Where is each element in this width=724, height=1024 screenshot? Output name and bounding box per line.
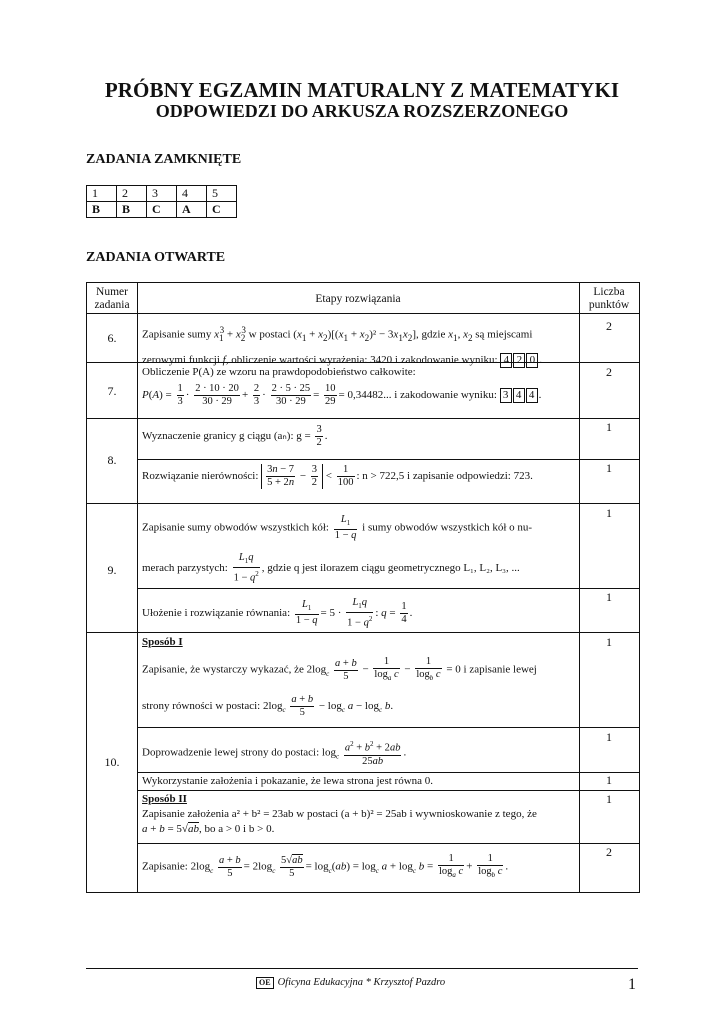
col-points-l1: Liczba [593,286,625,298]
closed-number: 3 [147,186,177,202]
task-points: 1 [606,773,612,787]
task-points: 2 [606,365,612,379]
task-points: 2 [606,319,612,333]
closed-answer: B [117,202,147,218]
task8-row2: Rozwiązanie nierówności: $\frac{3n - 7}{5 + 2n}$ − $\frac{3}{2}$ < $\frac{1}{100}$ : n > 722,5 i zapisanie odpowiedzi: 723. [142,464,533,488]
footer-divider [86,968,638,969]
task10-method2: Sposób II Zapisanie założenia a² + b² = 23ab w postaci (a + b)² = 25ab i wywnioskowanie z tego, że a + b = 5√ab, bo a > 0 i b > 0. [142,793,537,835]
task10-method1: Sposób I Zapisanie, że wystarczy wykazać, że $2\log_c$ $\frac{a + b}{5}$ − $\frac{1}{\log_a c}$ − $\frac{1}{\log_b c}$ = 0 i zapisanie lewej strony równości w postaci: $2\log_c$ $\frac{a + b}{5}$ − $\log_c a - \log_c b$. [142,636,537,719]
col-steps: Etapy rozwiązania [315,293,401,305]
task-points: 1 [606,506,612,520]
closed-answer: C [147,202,177,218]
task10-row5: Zapisanie: $2\log_c$ $\frac{a + b}{5}$ = $2\log_c$ $\frac{5√ab}{5}$ = $\log_c(ab) = \log_c a + \log_c b$ = $\frac{1}{\log_a c}$ + $\frac{1}{\log_b c}$ . [142,853,509,880]
task-number: 10. [104,755,120,769]
col-number-l1: Numer [96,286,128,298]
task9-row1: Zapisanie sumy obwodów wszystkich kół: $\frac{L_1}{1 - q}$ i sumy obwodów wszystkich kół o nu- merach parzystych: $\frac{L_1q}{1 - q^2}$ , gdzie q jest ilorazem ciągu geometrycznego L₁, L₂, L₃, ... [142,514,533,584]
task-number: 8. [107,453,117,467]
task8-row1: Wyznaczenie granicy g ciągu (aₙ): g = $\frac{3}{2}$ . [142,424,328,448]
task-points: 1 [606,730,612,744]
task7-text: Obliczenie P(A) ze wzoru na prawdopodobieństwo całkowite: P(A) = $\frac{1}{3}$ · $\frac{2 \cdot 10 \cdot 20}{30 \cdot 29}$ + $\frac{2}{3}$ · $\frac{2 \cdot 5 \cdot 25}{30 \cdot 29}$ = $\frac{10}{29}$ = 0,34482... i zakodowanie wyniku: 3 4 4 . [142,366,542,407]
page-number: 1 [628,976,636,993]
task10-row2: Doprowadzenie lewej strony do postaci: $\log_c$ $\frac{a^2 + b^2 + 2ab}{25ab}$ . [142,740,407,767]
task9-row2: Ułożenie i rozwiązanie równania: $\frac{L_1}{1 - q}$ = 5 · $\frac{L_1q}{1 - q^2}$ : q = $\frac{1}{4}$ . [142,597,413,629]
task-points: 1 [606,635,612,649]
task-points: 1 [606,792,612,806]
task-points: 1 [606,420,612,434]
task-points: 2 [606,845,612,859]
col-number-l2: zadania [94,299,130,311]
open-tasks-heading: ZADANIA OTWARTE [86,250,226,265]
task-number: 7. [107,384,117,398]
closed-number: 2 [117,186,147,202]
closed-number: 5 [207,186,237,202]
task10-row3: Wykorzystanie założenia i pokazanie, że lewa strona jest równa 0. [142,775,434,787]
closed-answer: B [87,202,117,218]
page-subtitle: ODPOWIEDZI DO ARKUSZA ROZSZERZONEGO [155,101,569,121]
footer-publisher: OE Oficyna Edukacyjna * Krzysztof Pazdro [256,977,445,989]
task-points: 1 [606,590,612,604]
closed-answers-table [86,185,237,218]
closed-answer: A [177,202,207,218]
task-points: 1 [606,461,612,475]
col-points-l2: punktów [588,299,630,311]
task6-text: Zapisanie sumy $x_1^3 + x_2^3$ w postaci $(x_1 + x_2)[(x_1 + x_2)^2 - 3x_1x_2]$, gdzie $x_1$, $x_2$ są miejscami zerowymi funkcji f, obliczenie wartości wyrażenia: 3420 i zakodowanie wyniku: 4 2 0 . [142,325,543,366]
open-tasks-table [86,282,640,893]
closed-tasks-heading: ZADANIA ZAMKNIĘTE [86,152,242,167]
closed-answer: C [207,202,237,218]
task-number: 9. [107,563,117,577]
closed-number: 4 [177,186,207,202]
closed-number: 1 [87,186,117,202]
publisher-logo-icon: OE [256,977,274,989]
task-number: 6. [107,331,117,345]
page-title: PRÓBNY EGZAMIN MATURALNY Z MATEMATYKI [104,78,620,102]
